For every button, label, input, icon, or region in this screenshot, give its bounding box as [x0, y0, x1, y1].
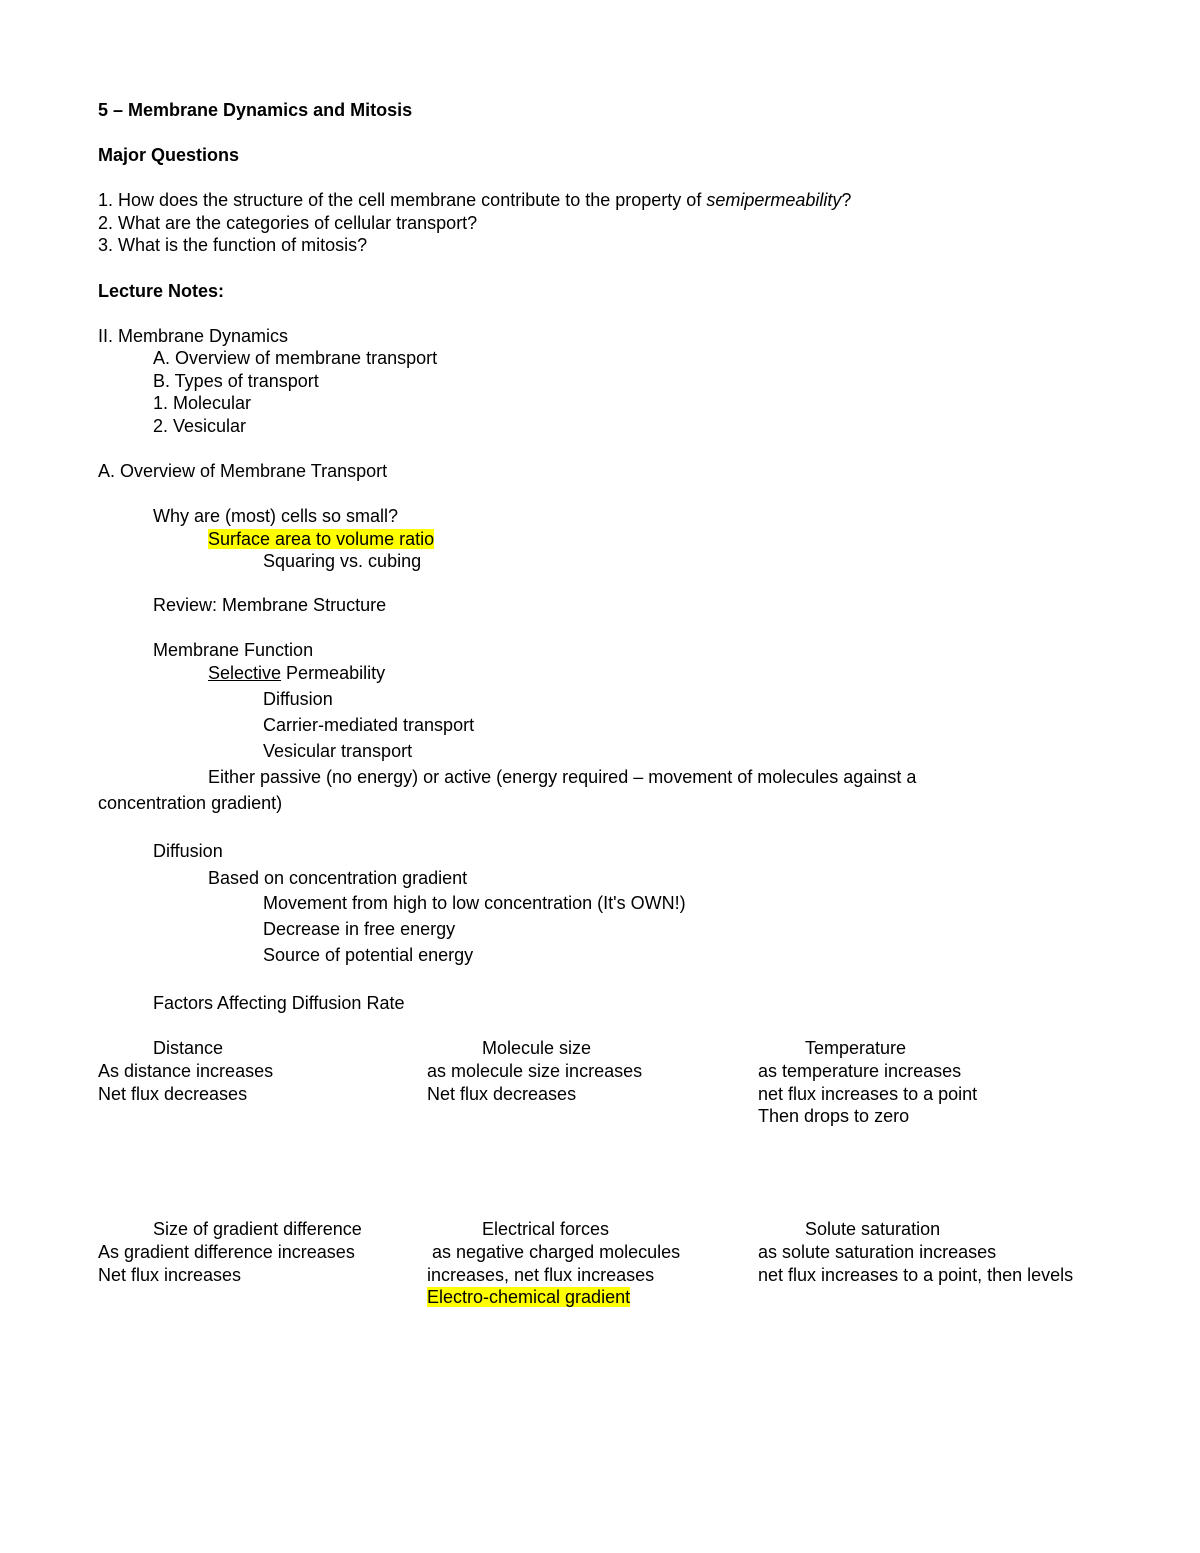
diffusion-basis: Based on concentration gradient	[208, 868, 468, 888]
question-1-emphasis: semipermeability	[706, 190, 842, 210]
diffusion-point: Decrease in free energy	[263, 919, 456, 939]
factor-gradient-line: Net flux increases	[98, 1265, 242, 1285]
factor-electrical-line: as negative charged molecules	[427, 1242, 681, 1262]
why-small-question: Why are (most) cells so small?	[153, 506, 399, 526]
factor-molecule-size-line: as molecule size increases	[427, 1061, 643, 1081]
question-1-suffix: ?	[841, 190, 852, 210]
outline-section: II. Membrane Dynamics	[98, 326, 289, 346]
passive-active-line-1: Either passive (no energy) or active (energy required – movement of molecules against a	[208, 767, 917, 787]
diffusion-point: Movement from high to low concentration (It's OWN!)	[263, 893, 686, 913]
diffusion-heading: Diffusion	[153, 841, 223, 861]
transport-type: Vesicular transport	[263, 741, 413, 761]
factor-temperature-line: Then drops to zero	[758, 1106, 910, 1126]
factors-heading: Factors Affecting Diffusion Rate	[153, 993, 405, 1013]
outline-item: B. Types of transport	[153, 371, 319, 391]
membrane-function-heading: Membrane Function	[153, 640, 314, 660]
factor-temperature-line: net flux increases to a point	[758, 1084, 978, 1104]
squaring-vs-cubing: Squaring vs. cubing	[263, 551, 422, 571]
factor-electrical-title: Electrical forces	[482, 1219, 610, 1239]
document-title: 5 – Membrane Dynamics and Mitosis	[98, 100, 413, 120]
factor-temperature-line: as temperature increases	[758, 1061, 962, 1081]
transport-type: Carrier-mediated transport	[263, 715, 475, 735]
diffusion-point: Source of potential energy	[263, 945, 474, 965]
highlight-surface-area: Surface area to volume ratio	[208, 529, 435, 549]
overview-heading: A. Overview of Membrane Transport	[98, 461, 388, 481]
lecture-notes-heading: Lecture Notes:	[98, 281, 225, 301]
highlight-electro-chemical: Electro-chemical gradient	[427, 1287, 631, 1307]
factor-distance-line: Net flux decreases	[98, 1084, 248, 1104]
factor-distance-line: As distance increases	[98, 1061, 274, 1081]
review-membrane-structure: Review: Membrane Structure	[153, 595, 387, 615]
factor-electrical-line: increases, net flux increases	[427, 1265, 655, 1285]
factor-saturation-title: Solute saturation	[805, 1219, 941, 1239]
passive-active-line-2: concentration gradient)	[98, 793, 283, 813]
permeability-text: Permeability	[281, 663, 386, 683]
major-questions-heading: Major Questions	[98, 145, 240, 165]
selective-permeability	[208, 662, 385, 685]
factor-distance-title: Distance	[153, 1038, 224, 1058]
factor-saturation-line: as solute saturation increases	[758, 1242, 997, 1262]
electro-chemical-gradient	[427, 1286, 630, 1309]
surface-area-ratio	[208, 528, 434, 551]
question-3: 3. What is the function of mitosis?	[98, 235, 368, 255]
question-2: 2. What are the categories of cellular transport?	[98, 213, 478, 233]
factor-gradient-line: As gradient difference increases	[98, 1242, 355, 1262]
factor-molecule-size-title: Molecule size	[482, 1038, 592, 1058]
outline-item: A. Overview of membrane transport	[153, 348, 438, 368]
outline-item: 1. Molecular	[153, 393, 252, 413]
question-1-text: 1. How does the structure of the cell membrane contribute to the property of	[98, 190, 707, 210]
transport-type: Diffusion	[263, 689, 333, 709]
selective-underlined: Selective	[208, 663, 282, 683]
question-1	[98, 189, 851, 212]
factor-saturation-line: net flux increases to a point, then levels	[758, 1265, 1074, 1285]
factor-temperature-title: Temperature	[805, 1038, 907, 1058]
factor-molecule-size-line: Net flux decreases	[427, 1084, 577, 1104]
factor-gradient-title: Size of gradient difference	[153, 1219, 362, 1239]
outline-item: 2. Vesicular	[153, 416, 247, 436]
